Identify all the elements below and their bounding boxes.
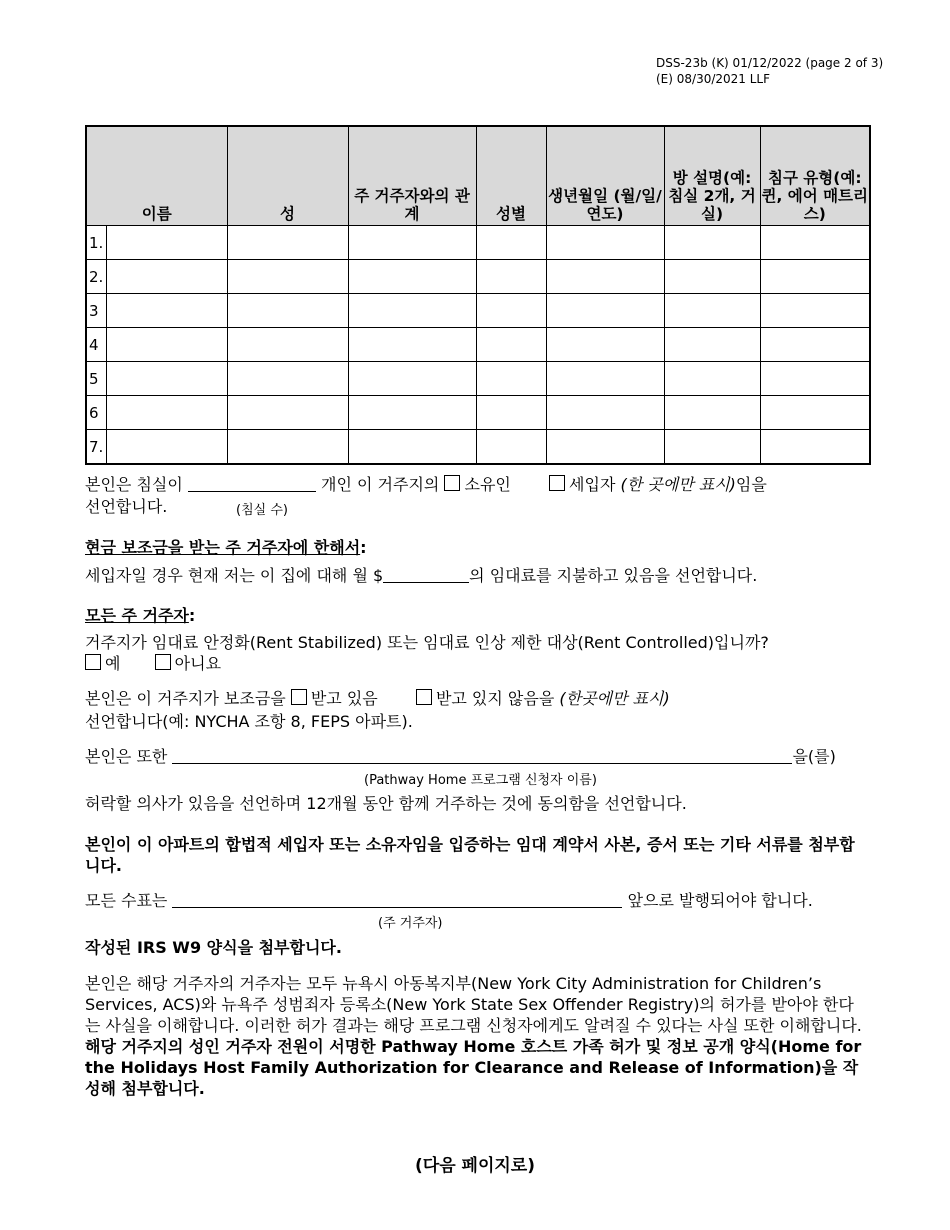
next-page-indicator: (다음 페이지로): [415, 1156, 535, 1176]
yes-label: 예: [105, 654, 121, 673]
tenant-checkbox[interactable]: [549, 475, 565, 491]
birthdate-cell[interactable]: [546, 293, 664, 327]
table-row: [86, 225, 870, 259]
row-number: 4: [89, 335, 99, 354]
column-header-relationship: 주 거주자와의 관계: [348, 126, 476, 225]
applicant-name-field[interactable]: [172, 748, 792, 764]
last-name-cell[interactable]: [227, 429, 348, 464]
last-name-cell[interactable]: [227, 361, 348, 395]
gender-cell[interactable]: [476, 225, 546, 259]
room-description-cell[interactable]: [664, 225, 760, 259]
table-row: [86, 259, 870, 293]
gender-cell[interactable]: [476, 327, 546, 361]
subsidy-no-checkbox[interactable]: [416, 689, 432, 705]
first-name-cell[interactable]: [86, 395, 227, 429]
subsidy-declaration: 본인은 이 거주지가 보조금을 받고 있음 받고 있지 않음을 (한곳에만 표시): [85, 689, 670, 708]
gender-cell[interactable]: [476, 429, 546, 464]
tenant-label: 세입자: [569, 475, 616, 494]
row-number: 3: [89, 301, 99, 320]
rent-stabilized-question: 거주지가 임대료 안정화(Rent Stabilized) 또는 임대료 인상 제한 대상(Rent Controlled)입니까?: [85, 633, 769, 652]
last-name-cell[interactable]: [227, 327, 348, 361]
all-residents-heading: 모든 주 거주자:: [85, 606, 196, 625]
bedding-type-cell[interactable]: [760, 361, 870, 395]
table-row: [86, 429, 870, 464]
rent-amount-statement: 세입자일 경우 현재 저는 이 집에 대해 월 $ 의 임대료를 지불하고 있음을 선언합니다.: [85, 566, 758, 585]
subsidy-declaration-line2: 선언합니다(예: NYCHA 조항 8, FEPS 아파트).: [85, 712, 413, 731]
payee-name-hint: (주 거주자): [378, 916, 443, 931]
relationship-cell[interactable]: [348, 293, 476, 327]
gender-cell[interactable]: [476, 395, 546, 429]
table-row: [86, 327, 870, 361]
bedding-type-cell[interactable]: [760, 395, 870, 429]
bedding-type-cell[interactable]: [760, 225, 870, 259]
checks-payee-statement: 모든 수표는 앞으로 발행되어야 합니다.: [85, 891, 813, 910]
monthly-rent-field[interactable]: [383, 567, 469, 583]
no-label: 아니요: [174, 654, 222, 673]
row-number: 6: [89, 403, 99, 422]
column-header-birthdate: 생년월일 (월/일/연도): [546, 126, 664, 225]
table-row: [86, 293, 870, 327]
column-header-first-name: 이름: [86, 126, 227, 225]
birthdate-cell[interactable]: [546, 225, 664, 259]
row-number: 1.: [89, 233, 104, 252]
relationship-cell[interactable]: [348, 327, 476, 361]
table-row: [86, 361, 870, 395]
bedroom-count-field[interactable]: [188, 476, 316, 492]
birthdate-cell[interactable]: [546, 327, 664, 361]
table-header-row: [86, 126, 870, 225]
room-description-cell[interactable]: [664, 293, 760, 327]
room-description-cell[interactable]: [664, 327, 760, 361]
owner-checkbox[interactable]: [444, 475, 460, 491]
rent-stabilized-yes-checkbox[interactable]: [85, 654, 101, 670]
column-header-bedding-type: 침구 유형(예: 퀸, 에어 매트리스): [760, 126, 870, 225]
birthdate-cell[interactable]: [546, 259, 664, 293]
last-name-cell[interactable]: [227, 293, 348, 327]
column-header-gender: 성별: [476, 126, 546, 225]
form-code-header: [656, 55, 883, 87]
applicant-permission-line2: 허락할 의사가 있음을 선언하며 12개월 동안 함께 거주하는 것에 동의함을 선언합니다.: [85, 794, 687, 813]
first-name-cell[interactable]: [86, 225, 227, 259]
birthdate-cell[interactable]: [546, 361, 664, 395]
relationship-cell[interactable]: [348, 259, 476, 293]
cash-assistance-heading: 현금 보조금을 받는 주 거주자에 한해서:: [85, 538, 367, 557]
bedrooms-declaration-line2: 선언합니다.: [85, 497, 168, 516]
last-name-cell[interactable]: [227, 225, 348, 259]
applicant-permission-statement: 본인은 또한 을(를): [85, 747, 836, 766]
first-name-cell[interactable]: [86, 259, 227, 293]
birthdate-cell[interactable]: [546, 395, 664, 429]
table-row: [86, 395, 870, 429]
payee-name-field[interactable]: [172, 892, 622, 908]
first-name-cell[interactable]: [86, 327, 227, 361]
first-name-cell[interactable]: [86, 293, 227, 327]
subsidy-yes-checkbox[interactable]: [291, 689, 307, 705]
household-members-table: [85, 125, 871, 465]
rent-stabilized-no-checkbox[interactable]: [155, 654, 171, 670]
room-description-cell[interactable]: [664, 361, 760, 395]
column-header-room-description: 방 설명(예: 침실 2개, 거실): [664, 126, 760, 225]
bedrooms-declaration: 본인은 침실이 개인 이 거주지의 소유인 세입자 (한 곳에만 표시)임을: [85, 475, 767, 494]
last-name-cell[interactable]: [227, 395, 348, 429]
row-number: 5: [89, 369, 99, 388]
clearance-statement: 본인은 해당 거주자의 거주자는 모두 뉴욕시 아동복지부(New York City Administration for Children’s Services, ACS)와 뉴욕주 성범죄자 등록소(New York State Sex Offender Registry)의 허가를 받아야 한다는 사실을 이해합니다. 이러한 허가 결과는 해당 프로그램 신청자에게도 알려질 수 있다는 사실 또한 이해합니다. 해당 거주지의 성인 거주자 전원이 서명한 Pathway Home 호스트 가족 허가 및 정보 공개 양식(Home for the Holidays Host Family Authorization for Clearance and Release of Information)을 작성해 첨부합니다.: [85, 974, 862, 1098]
first-name-cell[interactable]: [86, 361, 227, 395]
last-name-cell[interactable]: [227, 259, 348, 293]
bedding-type-cell[interactable]: [760, 293, 870, 327]
relationship-cell[interactable]: [348, 225, 476, 259]
bedding-type-cell[interactable]: [760, 429, 870, 464]
row-number: 2.: [89, 267, 104, 286]
owner-label: 소유인: [464, 475, 511, 494]
lease-attachment-statement: 본인이 이 아파트의 합법적 세입자 또는 소유자임을 입증하는 임대 계약서 사본, 증서 또는 기타 서류를 첨부합니다.: [85, 835, 855, 875]
bedroom-count-hint: (침실 수): [236, 503, 288, 518]
room-description-cell[interactable]: [664, 259, 760, 293]
bedding-type-cell[interactable]: [760, 259, 870, 293]
birthdate-cell[interactable]: [546, 429, 664, 464]
relationship-cell[interactable]: [348, 429, 476, 464]
room-description-cell[interactable]: [664, 395, 760, 429]
english-version-code: (E) 08/30/2021 LLF: [656, 72, 771, 86]
form-code: DSS-23b (K) 01/12/2022 (page 2 of 3): [656, 56, 884, 70]
relationship-cell[interactable]: [348, 395, 476, 429]
bedding-type-cell[interactable]: [760, 327, 870, 361]
gender-cell[interactable]: [476, 361, 546, 395]
gender-cell[interactable]: [476, 259, 546, 293]
row-number: 7.: [89, 437, 104, 456]
first-name-cell[interactable]: [86, 429, 227, 464]
column-header-last-name: 성: [227, 126, 348, 225]
room-description-cell[interactable]: [664, 429, 760, 464]
w9-attachment-statement: 작성된 IRS W9 양식을 첨부합니다.: [85, 938, 342, 957]
rent-stabilized-options: [85, 653, 221, 674]
gender-cell[interactable]: [476, 293, 546, 327]
relationship-cell[interactable]: [348, 361, 476, 395]
applicant-name-hint: (Pathway Home 프로그램 신청자 이름): [364, 773, 597, 788]
